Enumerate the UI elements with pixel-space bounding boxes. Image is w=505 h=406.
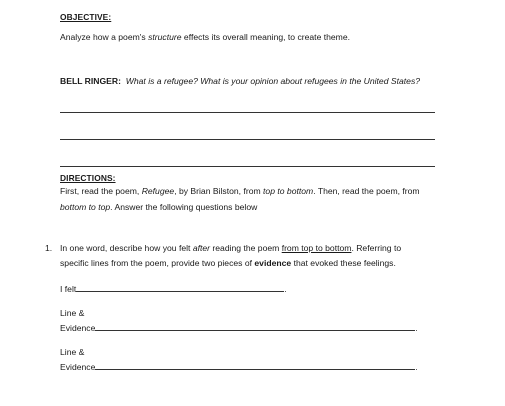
- i-felt-row: I felt .: [60, 284, 287, 294]
- evidence-2-label: Evidence: [60, 362, 96, 372]
- objective-heading: OBJECTIVE:: [60, 12, 112, 22]
- question-number: 1.: [45, 243, 53, 253]
- evidence-2-row: Evidence .: [60, 362, 418, 372]
- bell-ringer: [60, 76, 420, 86]
- directions-line-2: bottom to top. Answer the following questions below: [60, 202, 258, 212]
- i-felt-blank[interactable]: [76, 283, 284, 292]
- evidence-1-label: Evidence: [60, 323, 96, 333]
- question-1-line-1: In one word, describe how you felt after reading the poem from top to bottom. Referring to: [60, 243, 402, 253]
- directions-heading: DIRECTIONS:: [60, 173, 116, 183]
- bell-ringer-question: What is a refugee? What is your opinion about refugees in the United States?: [125, 76, 421, 86]
- evidence-1-row: Evidence .: [60, 323, 418, 333]
- bell-ringer-label: BELL RINGER:: [60, 76, 121, 86]
- objective-text: Analyze how a poem's structure effects its overall meaning, to create theme.: [60, 32, 351, 42]
- evidence-1-blank[interactable]: [95, 322, 415, 331]
- question-1-line-2: specific lines from the poem, provide two pieces of evidence that evoked these feelings.: [60, 258, 396, 268]
- answer-line-2[interactable]: [60, 139, 435, 140]
- answer-line-1[interactable]: [60, 112, 435, 113]
- evidence-2-blank[interactable]: [95, 361, 415, 370]
- answer-line-3[interactable]: [60, 166, 435, 167]
- evidence-1-line-label: Line &: [60, 308, 85, 318]
- evidence-2-line-label: Line &: [60, 347, 85, 357]
- directions-line-1: First, read the poem, Refugee, by Brian Bilston, from top to bottom. Then, read the poem, from: [60, 186, 420, 196]
- i-felt-label: I felt: [60, 284, 77, 294]
